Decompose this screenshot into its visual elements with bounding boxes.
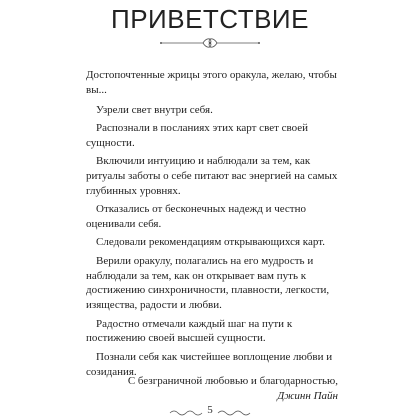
wish-paragraph: Узрели свет внутри себя. [96,103,213,116]
page-title: ПРИВЕТСТВИЕ [111,4,309,34]
intro-paragraph: Достопочтенные жрицы этого оракула, желаю, чтобы вы... [86,69,337,96]
closing-block [86,374,338,404]
leaf-divider-icon [159,36,261,50]
wish-paragraph: Верили оракулу, полагались на его мудрость и наблюдали за тем, как он открывает вам путь к достижению синхроничности, плавности, легкости, изящества, радости и любви. [86,254,330,312]
body-text [86,68,344,383]
wish-paragraph: Следовали рекомендациям открывающихся карт. [96,236,325,249]
wish-paragraph: Отказались от бесконечных надежд и честно оценивали себя. [86,203,306,230]
closing-line: С безграничной любовью и благодарностью, [127,375,338,387]
author-signature: Джинн Пайн [277,389,338,402]
wish-paragraph: Включили интуицию и наблюдали за тем, как ритуалы заботы о себе питают вас энергией на самых глубинных уровнях. [86,155,338,197]
wish-paragraph: Познали себя как чистейшее воплощение любви и созидания. [86,350,333,378]
wish-paragraph: Распознали в посланиях этих карт свет своей сущности. [86,121,309,149]
page-number: 5 [207,404,213,416]
wish-paragraph: Радостно отмечали каждый шаг на пути к постижению своей высшей сущности. [86,317,293,345]
